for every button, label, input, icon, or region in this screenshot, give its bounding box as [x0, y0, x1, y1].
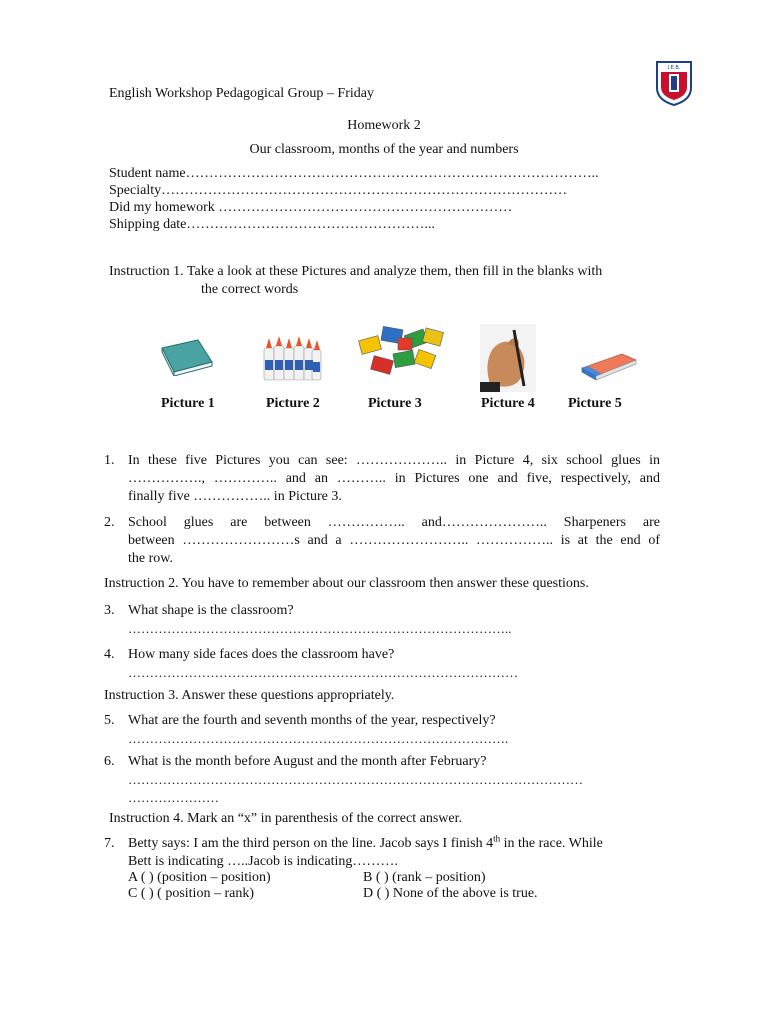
- ordinal-suffix: th: [493, 833, 501, 844]
- question-text: How many side faces does the classroom have?: [128, 647, 395, 662]
- question-text-part: Betty says: I am the third person on the line. Jacob says I finish 4: [128, 836, 494, 851]
- instruction-4: Instruction 4. Mark an “x” in parenthesis of the correct answer.: [109, 811, 462, 826]
- picture-4-caption: Picture 4: [481, 396, 535, 411]
- hand-with-pen-icon: [480, 324, 536, 397]
- question-text: In these five Pictures you can see: ……………….. in Picture 4, six school glues in: [128, 453, 660, 468]
- shipping-date-field[interactable]: [109, 217, 435, 233]
- option-d[interactable]: D ( ) None of the above is true.: [363, 886, 538, 901]
- field-label: Did my homework: [109, 200, 219, 215]
- question-number: 7.: [104, 836, 115, 851]
- answer-blank[interactable]: …………………: [128, 790, 219, 805]
- question-number: 6.: [104, 754, 115, 769]
- question-text: What is the month before August and the month after February?: [128, 754, 487, 769]
- answer-blank[interactable]: …………………………………………………………………………….: [128, 731, 509, 746]
- picture-2-caption: Picture 2: [266, 396, 320, 411]
- question-text: between ……………………s and a …………………….. …………….. is at the end of: [128, 533, 660, 548]
- question-number: 1.: [104, 453, 115, 468]
- question-text-part: in the race. While: [500, 836, 603, 851]
- glue-bottles-icon: [262, 330, 322, 391]
- picture-5-caption: Picture 5: [568, 396, 622, 411]
- question-number: 4.: [104, 647, 115, 662]
- instruction-3: Instruction 3. Answer these questions appropriately.: [104, 688, 395, 703]
- homework-field[interactable]: [109, 200, 512, 216]
- question-text: [128, 835, 660, 853]
- picture-3-caption: Picture 3: [368, 396, 422, 411]
- answer-blank[interactable]: ……………………………………………………………………………..: [128, 621, 512, 636]
- sharpeners-icon: [358, 326, 446, 387]
- question-text: Bett is indicating …..Jacob is indicating……….: [128, 854, 398, 869]
- homework-subtitle: Our classroom, months of the year and numbers: [249, 142, 519, 157]
- question-1: [104, 452, 660, 506]
- question-7: [104, 835, 660, 871]
- specialty-field[interactable]: [109, 183, 567, 199]
- question-4: [104, 646, 660, 682]
- workshop-title: English Workshop Pedagogical Group – Friday: [109, 86, 374, 101]
- field-label: Student name: [109, 166, 186, 181]
- answer-blank[interactable]: ……………………………………………………………………………………………: [128, 772, 583, 787]
- instruction-1-line1: Instruction 1. Take a look at these Pictures and analyze them, then fill in the blanks with: [109, 264, 603, 279]
- question-text: the row.: [128, 551, 173, 566]
- question-text: What shape is the classroom?: [128, 603, 294, 618]
- instruction-1-line2: the correct words: [201, 282, 299, 297]
- homework-title: Homework 2: [347, 118, 421, 133]
- field-blank: ……………………………………………………………………………..: [185, 166, 599, 181]
- picture-1-caption: Picture 1: [161, 396, 215, 411]
- question-2: [104, 514, 660, 568]
- instruction-2: Instruction 2. You have to remember about our classroom then answer these questions.: [104, 576, 589, 591]
- student-name-field[interactable]: [109, 166, 599, 182]
- option-b[interactable]: B ( ) (rank – position): [363, 870, 486, 885]
- field-blank: ……………………………………………...: [186, 217, 435, 232]
- question-5: [104, 712, 660, 748]
- question-number: 2.: [104, 515, 115, 530]
- option-c[interactable]: C ( ) ( position – rank): [128, 886, 254, 901]
- logo-text: I.E.B.: [667, 65, 681, 71]
- field-blank: ………………………………………………………: [218, 200, 513, 215]
- question-text: ……………., ………….. and an ……….. in Pictures one and five, respectively, and: [128, 471, 660, 486]
- field-label: Specialty: [109, 183, 162, 198]
- option-a[interactable]: A ( ) (position – position): [128, 870, 271, 885]
- answer-blank[interactable]: ………………………………………………………………………………: [128, 665, 518, 680]
- question-number: 5.: [104, 713, 115, 728]
- school-logo: [655, 60, 693, 106]
- eraser-icon: [578, 348, 638, 387]
- question-number: 3.: [104, 603, 115, 618]
- book-icon: [158, 336, 214, 381]
- field-label: Shipping date: [109, 217, 187, 232]
- shield-icon: [655, 60, 693, 106]
- question-text: School glues are between …………….. and………………….. Sharpeners are: [128, 515, 660, 530]
- question-6: [104, 753, 660, 807]
- question-text: finally five …………….. in Picture 3.: [128, 489, 342, 504]
- question-text: What are the fourth and seventh months of the year, respectively?: [128, 713, 496, 728]
- field-blank: ……………………………………………………………………………: [161, 183, 568, 198]
- question-3: [104, 602, 660, 638]
